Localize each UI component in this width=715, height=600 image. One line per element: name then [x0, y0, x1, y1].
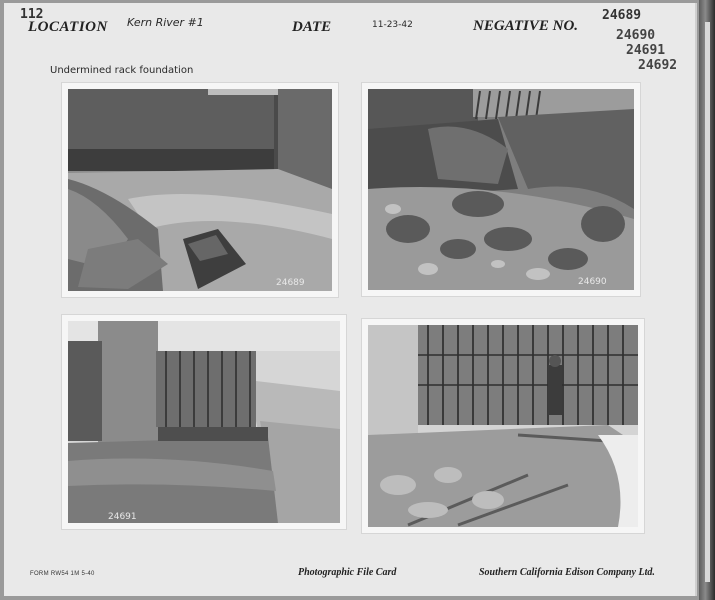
photographic-file-card: [4, 3, 697, 596]
footer-company: Southern California Edison Company Ltd.: [479, 567, 655, 578]
location-value: Kern River #1: [127, 16, 204, 29]
photo-caption: Undermined rack foundation: [50, 65, 194, 76]
negative-number-1: 24689: [602, 8, 642, 23]
photo-undermined-wall: [62, 83, 338, 297]
card-number: 112: [20, 7, 44, 22]
negative-number-2: 24690: [616, 28, 656, 43]
date-value: 11-23-42: [372, 20, 413, 30]
negative-number-label: NEGATIVE NO.: [473, 18, 579, 34]
negative-number-4: 24692: [638, 58, 678, 73]
footer-title: Photographic File Card: [298, 567, 397, 578]
form-identifier: FORM RW54 1M 5-40: [30, 571, 95, 577]
photo-3-image: [68, 321, 340, 523]
photo-2-image: [368, 89, 634, 290]
photo-damaged-racks: [362, 319, 644, 533]
date-label: DATE: [292, 19, 332, 35]
location-label: LOCATION: [28, 19, 108, 35]
card-edge-strip: [699, 0, 715, 600]
negative-number-3: 24691: [626, 43, 666, 58]
photo-2-stamp: 24690: [578, 277, 607, 287]
photo-rack-and-channel: [62, 315, 346, 529]
photo-3-stamp: 24691: [108, 512, 137, 522]
photo-1-image: [68, 89, 332, 291]
photo-1-stamp: 24689: [276, 278, 305, 288]
photo-rock-debris: [362, 83, 640, 296]
photo-4-image: [368, 325, 638, 527]
